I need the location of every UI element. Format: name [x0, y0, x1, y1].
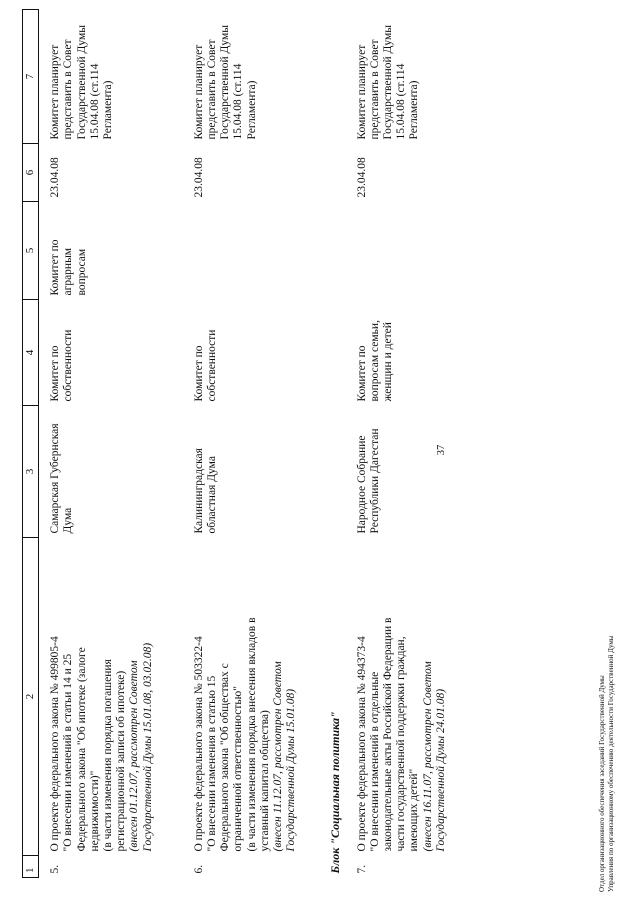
column-number: 6 [23, 144, 39, 202]
note: Комитет планирует представить в Совет Государственной Думы 15.04.08 (ст.114 Регламента) [355, 25, 421, 140]
bill-line: части государственной поддержки граждан, [395, 636, 408, 852]
row-number: 6. [192, 864, 205, 874]
bill-line: уставный капитал общества) [258, 710, 271, 852]
responsible-committee: Комитет по собственности [192, 329, 219, 402]
initiator: Калининградская областная Дума [192, 448, 219, 534]
bill-line: Федерального закона "Об обществах с [219, 663, 232, 852]
bill-description [39, 538, 183, 856]
row-number: 7. [355, 864, 368, 874]
responsible-committee: Комитет по собственности [49, 329, 75, 402]
block-title: Блок "Социальная политика" [328, 711, 343, 874]
column-number: 7 [23, 10, 39, 144]
table-row [39, 10, 183, 878]
note: Комитет планирует представить в Совет Государственной Думы 15.04.08 (ст.114 Регламента) [49, 25, 115, 140]
bill-line: "О внесении изменений в статьи 14 и 25 [62, 653, 75, 852]
footer-line: Отдел организационного обеспечения заседаний Государственной Думы [598, 675, 606, 892]
co-committee: Комитет по аграрным вопросам [49, 239, 88, 296]
bill-line: О проекте федерального закона № 499805-4 [49, 636, 62, 852]
table-row [183, 10, 327, 878]
bill-line: (в части изменения порядка погашения [102, 659, 115, 852]
bill-line: "О внесении изменений в отдельные [368, 671, 381, 852]
bill-description [183, 538, 327, 856]
note: Комитет планирует представить в Совет Государственной Думы 15.04.08 (ст.114 Регламента) [192, 25, 258, 140]
row-number: 5. [49, 864, 62, 874]
bill-line: (в части изменения порядка внесения вкладов в [245, 617, 258, 852]
bill-status-line: (внесен 11.12.07, рассмотрен Советом [272, 661, 285, 852]
agenda-table [22, 9, 476, 878]
column-number: 4 [23, 300, 39, 406]
co-committee [346, 202, 476, 300]
bill-status-line: Государственной Думы 24.01.08) [434, 688, 447, 852]
column-number: 3 [23, 406, 39, 538]
bill-line: ограниченной ответственностью" [232, 686, 245, 852]
bill-line: "О внесении изменения в статью 15 [206, 675, 219, 852]
bill-line: О проекте федерального закона № 503322-4 [192, 636, 205, 852]
bill-line: законодательные акты Российской Федерации в [382, 617, 395, 852]
column-number: 5 [23, 202, 39, 300]
footer-line: Управления по организационному обеспечению деятельности Государственной Думы [607, 635, 615, 892]
bill-line: имеющих детей" [408, 768, 421, 852]
bill-line: регистрационной записи об ипотеке) [115, 670, 128, 852]
page-number: 37 [436, 444, 447, 456]
initiator: Народное Собрание Республики Дагестан [355, 428, 381, 534]
column-number: 2 [23, 538, 39, 856]
bill-status-line: (внесен 01.12.07, рассмотрен Советом [128, 660, 141, 852]
bill-status-line: Государственной Думы 15.01.08, 03.02.08) [141, 642, 154, 852]
column-number-row [23, 10, 39, 878]
bill-description [346, 538, 476, 856]
column-number: 1 [23, 856, 39, 878]
date: 23.04.08 [355, 157, 368, 198]
bill-line: О проекте федерального закона № 494373-4 [355, 636, 368, 852]
responsible-committee: Комитет по вопросам семьи, женщин и детей [355, 320, 395, 402]
block-title-row [326, 10, 345, 878]
bill-line: Федерального закона "Об ипотеке (залоге [75, 647, 88, 852]
initiator: Самарская Губернская Дума [49, 423, 75, 534]
bill-line: недвижимости)" [88, 770, 101, 852]
bill-status-line: Государственной Думы 15.01.08) [285, 688, 298, 852]
co-committee [183, 202, 327, 300]
bill-status-line: (внесен 16.11.07, рассмотрен Советом [421, 661, 434, 852]
date: 23.04.08 [192, 157, 205, 198]
table-row [346, 10, 476, 878]
footer [598, 636, 616, 892]
date: 23.04.08 [49, 157, 62, 198]
